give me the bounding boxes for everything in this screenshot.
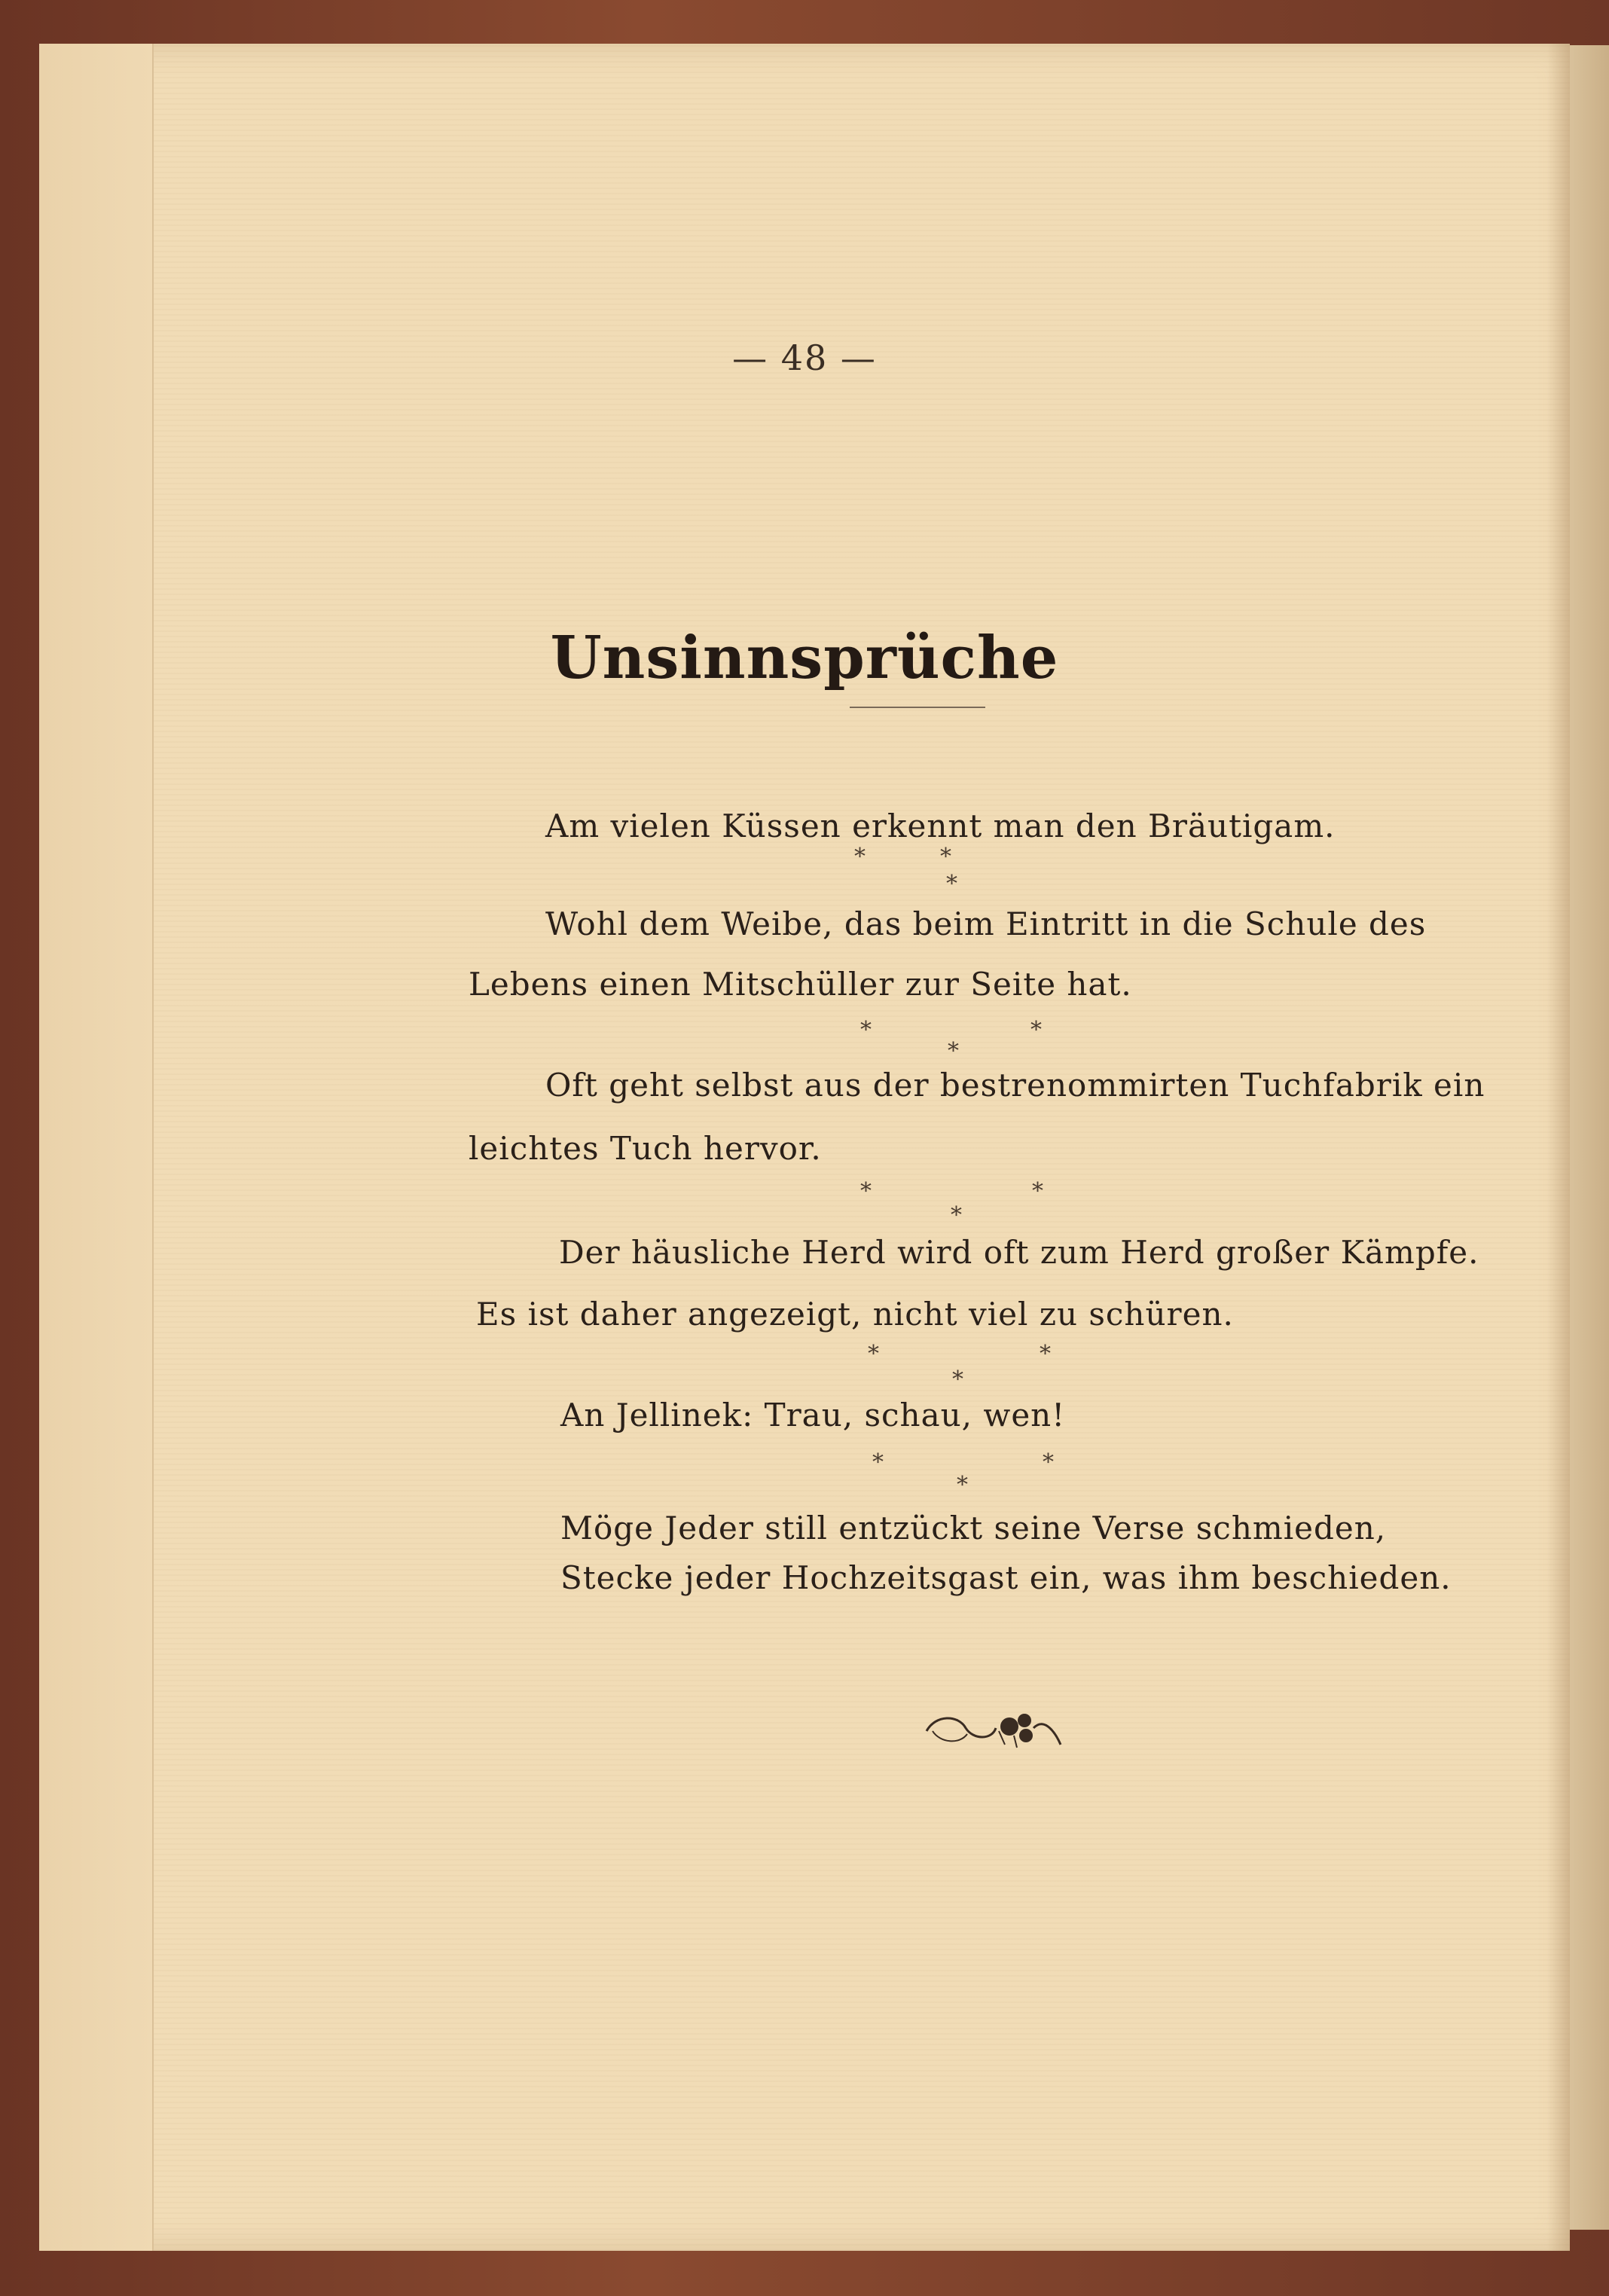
page-number: — 48 — [732,337,877,378]
verse-line: Möge Jeder still entzückt seine Verse schmieden, [560,1510,1387,1546]
verse-line: Wohl dem Weibe, das beim Eintritt in die Schule des [545,905,1427,942]
separator-star: * [957,1472,968,1498]
verse-line: Lebens einen Mitschüller zur Seite hat. [469,966,1132,1003]
floral-vignette-icon [921,1701,1064,1754]
separator-star: * [868,1341,879,1367]
separator-star: * [872,1449,884,1476]
separator-star: * [854,844,866,870]
separator-star: * [1040,1341,1051,1367]
separator-star: * [860,1017,872,1043]
separator-star: * [946,871,957,897]
separator-star: * [951,1202,962,1229]
separator-star: * [860,1178,872,1204]
page-content [39,44,1570,2251]
verse-line: An Jellinek: Trau, schau, wen! [560,1397,1066,1433]
verse-line: Oft geht selbst aus der bestrenommirten Tuchfabrik ein [545,1067,1485,1104]
page-title: Unsinnsprüche [550,624,1059,692]
separator-star: * [1032,1178,1043,1204]
book-page [39,44,1570,2251]
separator-star: * [940,844,951,870]
separator-star: * [952,1366,963,1393]
verse-line: leichtes Tuch hervor. [469,1130,822,1167]
separator-star: * [1043,1449,1054,1476]
separator-star: * [1030,1017,1042,1043]
title-rule [850,707,985,708]
next-page-edge [1567,45,1609,2230]
verse-line: Der häusliche Herd wird oft zum Herd großer Kämpfe. [559,1234,1479,1271]
verse-line: Stecke jeder Hochzeitsgast ein, was ihm beschieden. [560,1559,1452,1596]
verse-line: Es ist daher angezeigt, nicht viel zu schüren. [476,1296,1234,1333]
verse-line: Am vielen Küssen erkennt man den Bräutigam. [545,808,1336,844]
separator-star: * [948,1038,959,1064]
